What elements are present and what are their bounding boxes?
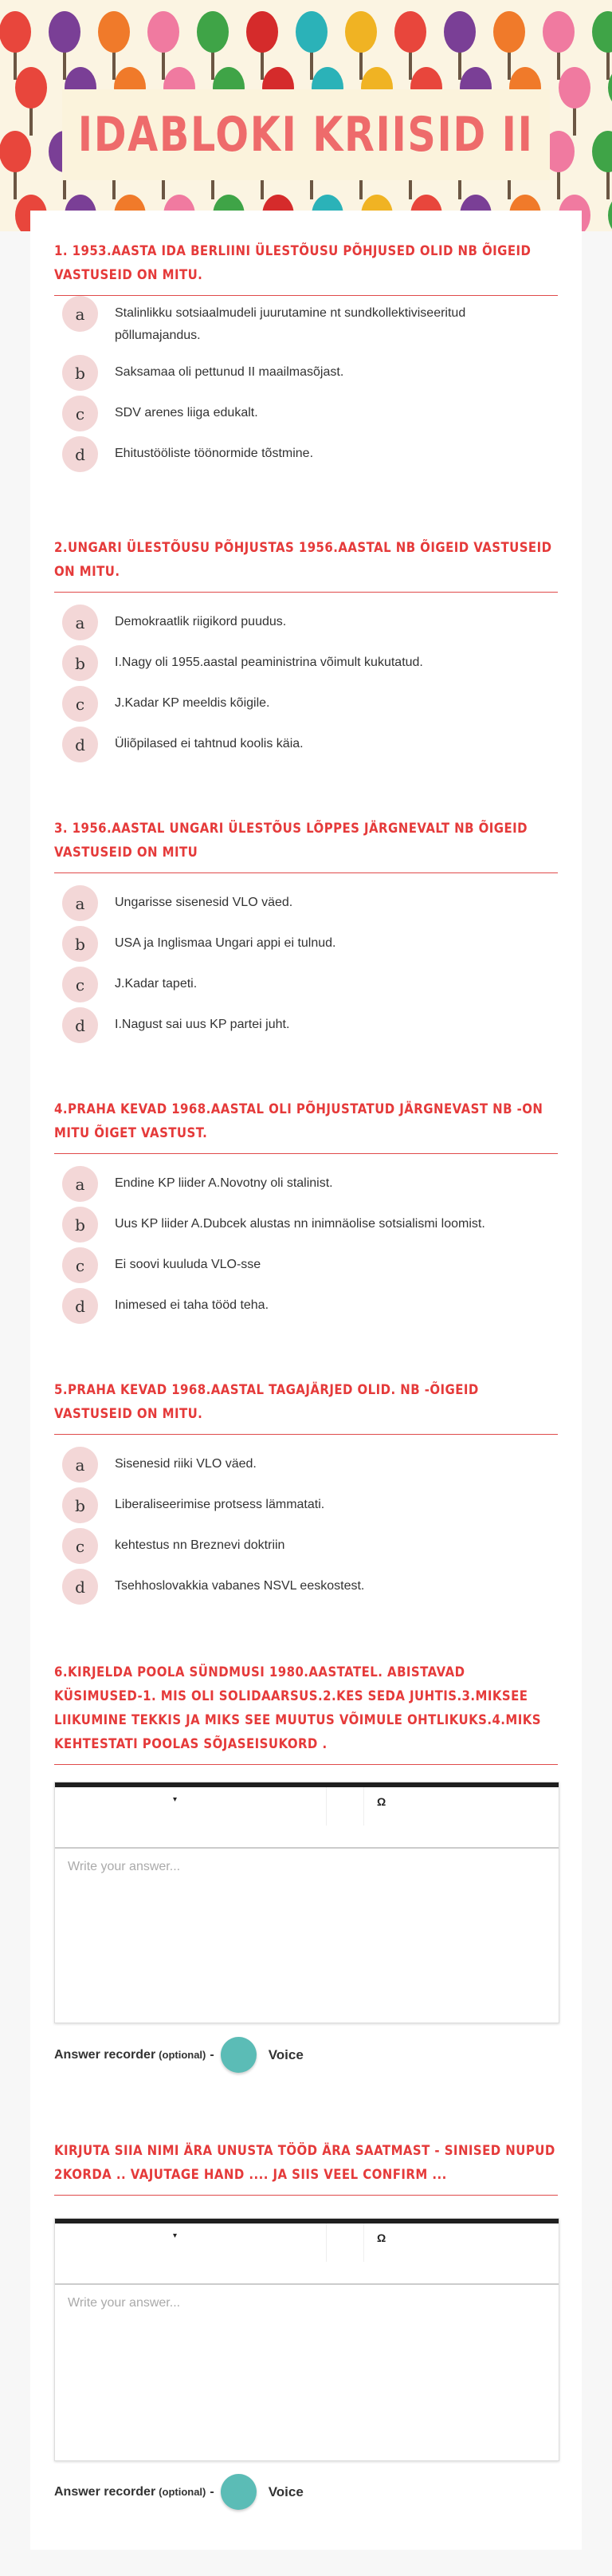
option-letter-badge: b bbox=[62, 1487, 98, 1523]
question-title: 2.UNGARI ÜLESTÕUSU PÕHJUSTAS 1956.AASTAL NB ÕIGEID VASTUSEID ON MITU. bbox=[54, 540, 552, 580]
option-letter-badge: a bbox=[62, 1447, 98, 1483]
answer-option-d[interactable] bbox=[62, 436, 545, 472]
option-text: Liberaliseerimise protsess lämmatati. bbox=[115, 1498, 325, 1511]
tree-crown bbox=[592, 131, 612, 172]
toolbar-separator bbox=[326, 2223, 327, 2262]
option-letter-badge: b bbox=[62, 1207, 98, 1243]
recorder-dash: - bbox=[210, 2047, 214, 2062]
banner-title-box bbox=[62, 89, 550, 180]
tree-crown bbox=[608, 195, 612, 231]
answer-recorder bbox=[54, 2474, 304, 2510]
recorder-optional: (optional) bbox=[159, 2486, 206, 2498]
divider bbox=[54, 592, 558, 593]
question-5 bbox=[54, 1378, 558, 1435]
option-letter-badge: c bbox=[62, 967, 98, 1002]
answer-input[interactable] bbox=[55, 1849, 559, 2023]
answer-option-d[interactable] bbox=[62, 1007, 545, 1043]
option-text: J.Kadar tapeti. bbox=[115, 977, 198, 991]
option-letter-badge: d bbox=[62, 1569, 98, 1605]
option-text: Ehitustööliste töönormide tõstmine. bbox=[115, 447, 314, 460]
option-letter-badge: b bbox=[62, 926, 98, 962]
option-text: Saksamaa oli pettunud II maailmasõjast. bbox=[115, 365, 344, 379]
option-text: I.Nagust sai uus KP partei juht. bbox=[115, 1018, 290, 1031]
answer-option-c[interactable] bbox=[62, 1247, 545, 1283]
question-3 bbox=[54, 817, 558, 873]
toolbar-separator bbox=[326, 1787, 327, 1826]
answer-option-b[interactable] bbox=[62, 645, 545, 681]
tree-crown bbox=[49, 11, 80, 53]
toolbar-separator bbox=[363, 1787, 364, 1826]
question-4 bbox=[54, 1097, 558, 1154]
option-letter-badge: c bbox=[62, 1528, 98, 1564]
special-character-icon[interactable]: Ω bbox=[377, 1795, 386, 1808]
question-2 bbox=[54, 536, 558, 593]
option-letter-badge: c bbox=[62, 686, 98, 722]
question-title: 1. 1953.AASTA IDA BERLIINI ÜLESTÕUSU PÕHJUSED OLID NB ÕIGEID VASTUSEID ON MITU. bbox=[54, 243, 532, 283]
question-title: 3. 1956.AASTAL UNGARI ÜLESTÕUS LÕPPES JÄRGNEVALT NB ÕIGEID VASTUSEID ON MITU bbox=[54, 821, 528, 861]
recorder-dash: - bbox=[210, 2484, 214, 2499]
question-title: 5.PRAHA KEVAD 1968.AASTAL TAGAJÄRJED OLID. NB -ÕIGEID VASTUSEID ON MITU. bbox=[54, 1382, 479, 1422]
page-title: IDABLOKI KRIISID II bbox=[78, 107, 534, 163]
answer-editor bbox=[54, 1782, 559, 2023]
option-text: Demokraatlik riigikord puudus. bbox=[115, 615, 287, 628]
tree-crown bbox=[296, 11, 328, 53]
answer-input[interactable] bbox=[55, 2285, 559, 2460]
option-letter-badge: d bbox=[62, 1288, 98, 1324]
option-letter-badge: d bbox=[62, 727, 98, 762]
option-text: Üliõpilased ei tahtnud koolis käia. bbox=[115, 737, 304, 750]
tree-crown bbox=[197, 11, 229, 53]
answer-option-a[interactable] bbox=[62, 1166, 545, 1202]
option-letter-badge: d bbox=[62, 1007, 98, 1043]
tree-crown bbox=[543, 11, 575, 53]
tree-crown bbox=[15, 67, 47, 108]
recorder-optional: (optional) bbox=[159, 2049, 206, 2061]
header-banner bbox=[0, 0, 612, 231]
editor-toolbar bbox=[55, 2223, 559, 2285]
answer-option-d[interactable] bbox=[62, 1288, 545, 1324]
divider bbox=[54, 2195, 558, 2196]
option-letter-badge: a bbox=[62, 885, 98, 921]
tree-crown bbox=[246, 11, 278, 53]
toolbar-separator bbox=[363, 2223, 364, 2262]
question-title: KIRJUTA SIIA NIMI ÄRA UNUSTA TÖÖD ÄRA SAATMAST - SINISED NUPUD 2KORDA .. VAJUTAGE HAND .... JA SIIS VEEL CONFIRM ... bbox=[54, 2143, 555, 2183]
tree-crown bbox=[592, 11, 612, 53]
option-text: Tsehhoslovakkia vabanes NSVL eeskostest. bbox=[115, 1579, 365, 1593]
quiz-card bbox=[30, 211, 582, 2550]
tree-crown bbox=[444, 11, 476, 53]
answer-option-c[interactable] bbox=[62, 967, 545, 1002]
option-letter-badge: b bbox=[62, 355, 98, 391]
answer-option-b[interactable] bbox=[62, 355, 545, 391]
record-button[interactable] bbox=[221, 2474, 257, 2510]
option-letter-badge: d bbox=[62, 436, 98, 472]
option-text: SDV arenes liiga edukalt. bbox=[115, 406, 258, 419]
recorder-label: Answer recorder bbox=[54, 2047, 156, 2062]
tree-crown bbox=[394, 11, 426, 53]
answer-option-a[interactable] bbox=[62, 885, 545, 921]
option-letter-badge: c bbox=[62, 396, 98, 431]
answer-option-a[interactable] bbox=[62, 1447, 545, 1483]
divider bbox=[54, 1153, 558, 1154]
answer-option-a[interactable] bbox=[62, 296, 545, 347]
option-text: Stalinlikku sotsiaalmudeli juurutamine nt sundkollektiviseeritud põllumajandus. bbox=[115, 306, 466, 342]
answer-option-b[interactable] bbox=[62, 926, 545, 962]
voice-label[interactable]: Voice bbox=[268, 2483, 304, 2499]
editor-toolbar bbox=[55, 1787, 559, 1849]
question-1 bbox=[54, 239, 558, 296]
divider bbox=[54, 1764, 558, 1765]
option-text: Ungarisse sisenesid VLO väed. bbox=[115, 896, 293, 909]
option-text: kehtestus nn Breznevi doktriin bbox=[115, 1538, 285, 1552]
option-letter-badge: a bbox=[62, 605, 98, 640]
tree-crown bbox=[559, 67, 590, 108]
question-title: 6.KIRJELDA POOLA SÜNDMUSI 1980.AASTATEL. ABISTAVAD KÜSIMUSED-1. MIS OLI SOLIDAARSUS.2.KES SEDA JUHTIS.3.MIKSEE LIIKUMINE TEKKIS JA MIKS SEE MUUTUS VÕIMULE OHTLIKUKS.4.MIKS KEHTESTATI POOLAS SÕJASEISUKORD . bbox=[54, 1664, 541, 1752]
divider bbox=[54, 872, 558, 873]
tree-crown bbox=[147, 11, 179, 53]
option-letter-badge: c bbox=[62, 1247, 98, 1283]
answer-option-d[interactable] bbox=[62, 727, 545, 762]
voice-label[interactable]: Voice bbox=[268, 2046, 304, 2062]
format-dropdown-icon[interactable]: ▾ bbox=[173, 1795, 178, 1804]
format-dropdown-icon[interactable]: ▾ bbox=[173, 2231, 178, 2240]
answer-option-a[interactable] bbox=[62, 605, 545, 640]
tree-crown bbox=[345, 11, 377, 53]
option-letter-badge: a bbox=[62, 296, 98, 332]
answer-option-c[interactable] bbox=[62, 686, 545, 722]
option-text: Inimesed ei taha tööd teha. bbox=[115, 1298, 269, 1312]
option-text: I.Nagy oli 1955.aastal peaministrina võimult kukutatud. bbox=[115, 656, 423, 669]
option-letter-badge: b bbox=[62, 645, 98, 681]
recorder-label: Answer recorder bbox=[54, 2484, 156, 2499]
question-6 bbox=[54, 1660, 558, 1765]
answer-option-c[interactable] bbox=[62, 396, 545, 431]
tree-crown bbox=[0, 11, 31, 53]
answer-editor bbox=[54, 2218, 559, 2461]
divider bbox=[54, 1434, 558, 1435]
special-character-icon[interactable]: Ω bbox=[377, 2231, 386, 2244]
answer-option-b[interactable] bbox=[62, 1487, 545, 1523]
answer-option-b[interactable] bbox=[62, 1207, 545, 1243]
option-text: Endine KP liider A.Novotny oli stalinist. bbox=[115, 1176, 333, 1190]
record-button[interactable] bbox=[221, 2037, 257, 2073]
question-7 bbox=[54, 2139, 558, 2196]
option-text: Ei soovi kuuluda VLO-sse bbox=[115, 1258, 261, 1271]
option-letter-badge: a bbox=[62, 1166, 98, 1202]
tree-crown bbox=[493, 11, 525, 53]
option-text: Uus KP liider A.Dubcek alustas nn inimnäolise sotsialismi loomist. bbox=[115, 1217, 485, 1231]
answer-option-d[interactable] bbox=[62, 1569, 545, 1605]
option-text: Sisenesid riiki VLO väed. bbox=[115, 1457, 257, 1471]
answer-recorder bbox=[54, 2037, 304, 2073]
question-title: 4.PRAHA KEVAD 1968.AASTAL OLI PÕHJUSTATUD JÄRGNEVAST NB -ON MITU ÕIGET VASTUST. bbox=[54, 1101, 543, 1141]
option-text: USA ja Inglismaa Ungari appi ei tulnud. bbox=[115, 936, 336, 950]
option-text: J.Kadar KP meeldis kõigile. bbox=[115, 696, 270, 710]
tree-crown bbox=[98, 11, 130, 53]
tree-crown bbox=[0, 131, 31, 172]
answer-option-c[interactable] bbox=[62, 1528, 545, 1564]
